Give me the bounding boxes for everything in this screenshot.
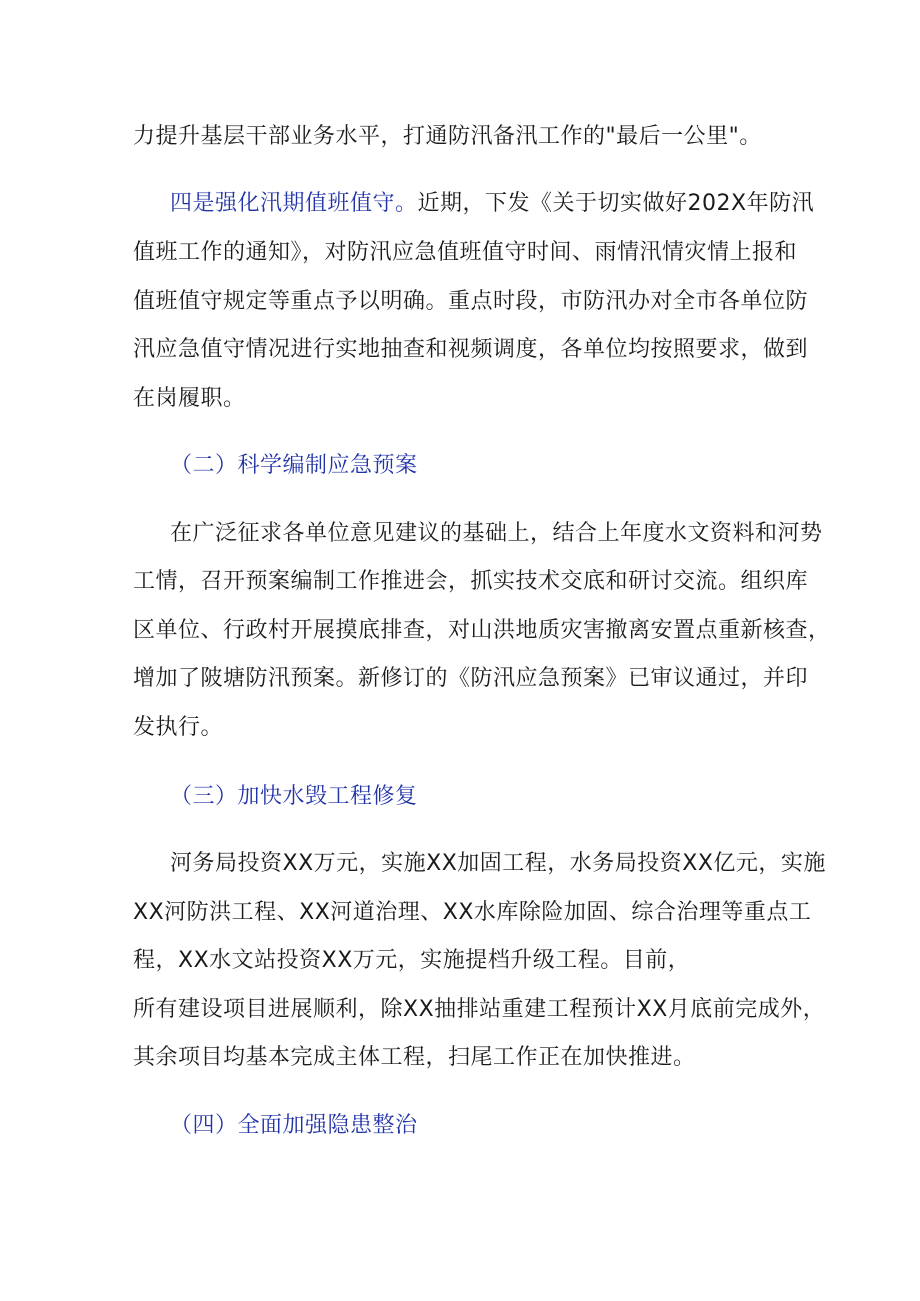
paragraph-lead-phrase: 四是强化汛期值班值守。 [170, 191, 418, 216]
paragraph-text: 近期，下发《关于切实做好202X年防汛 [417, 191, 815, 216]
paragraph-line: 区单位、行政村开展摸底排查，对山洪地质灾害撤离安置点重新核查， [133, 618, 831, 643]
paragraph-line: 河务局投资XX万元，实施XX加固工程，水务局投资XX亿元，实施 [170, 851, 826, 876]
paragraph-line: 发执行。 [133, 715, 224, 740]
paragraph-line: 程，XX水文站投资XX万元，实施提档升级工程。目前， [133, 948, 691, 973]
paragraph-line: 增加了陂塘防汛预案。新修订的《防汛应急预案》已审议通过，并印 [133, 666, 809, 691]
paragraph-line: XX河防洪工程、XX河道治理、XX水库除险加固、综合治理等重点工 [133, 900, 812, 925]
paragraph-line: 所有建设项目进展顺利，除XX抽排站重建工程预计XX月底前完成外， [133, 997, 826, 1022]
paragraph-first-line [170, 189, 814, 219]
paragraph-line: 其余项目均基本完成主体工程，扫尾工作正在加快推进。 [133, 1045, 696, 1070]
paragraph-line: 力提升基层干部业务水平，打通防汛备汛工作的"最后一公里"。 [133, 124, 762, 149]
paragraph-line: 在广泛征求各单位意见建议的基础上，结合上年度水文资料和河势 [170, 521, 823, 546]
paragraph-line: 在岗履职。 [133, 386, 246, 411]
section-heading-4: （四）全面加强隐患整治 [170, 1113, 418, 1138]
paragraph-line: 汛应急值守情况进行实地抽查和视频调度，各单位均按照要求，做到 [133, 337, 809, 362]
paragraph-line: 工情，召开预案编制工作推进会，抓实技术交底和研讨交流。组织库 [133, 569, 809, 594]
section-heading-3: （三）加快水毁工程修复 [170, 784, 418, 809]
paragraph-line: 值班工作的通知》，对防汛应急值班值守时间、雨情汛情灾情上报和 [133, 240, 798, 265]
paragraph-line: 值班值守规定等重点予以明确。重点时段，市防汛办对全市各单位防 [133, 289, 809, 314]
section-heading-2: （二）科学编制应急预案 [170, 453, 418, 478]
